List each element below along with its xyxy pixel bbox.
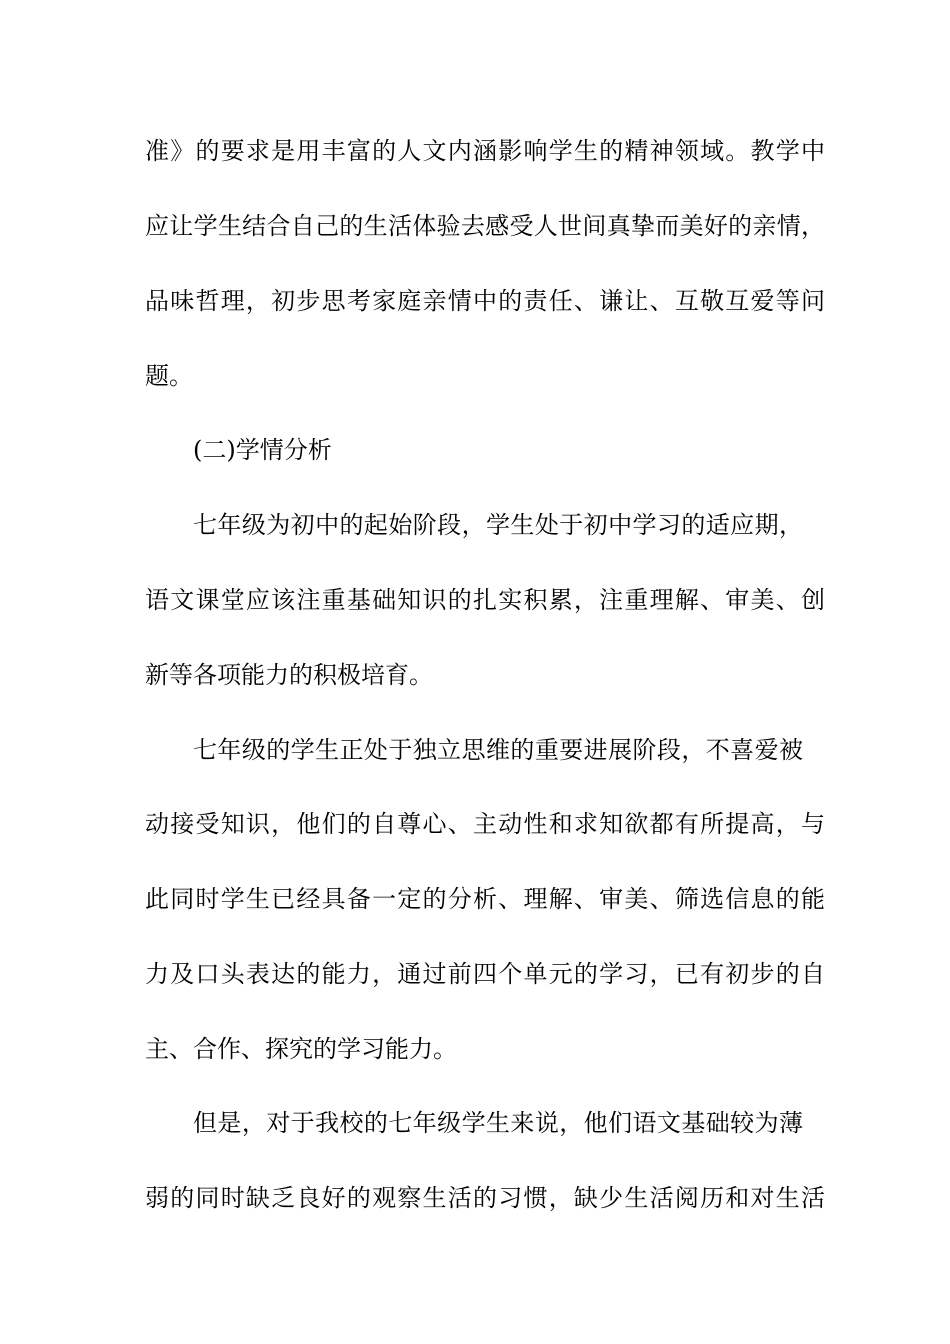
text-line: 弱的同时缺乏良好的观察生活的习惯，缺少生活阅历和对生活 xyxy=(145,1184,825,1212)
text-line: 新等各项能力的积极培育。 xyxy=(145,661,433,689)
text-line: 动接受知识，他们的自尊心、主动性和求知欲都有所提高，与 xyxy=(145,810,825,838)
text-line: 品味哲理，初步思考家庭亲情中的责任、谦让、互敬互爱等问 xyxy=(145,287,825,315)
text-line: 力及口头表达的能力，通过前四个单元的学习，已有初步的自 xyxy=(145,960,825,988)
text-line: 但是，对于我校的七年级学生来说，他们语文基础较为薄 xyxy=(193,1109,803,1137)
text-line: 准》的要求是用丰富的人文内涵影响学生的精神领域。教学中 xyxy=(145,137,825,165)
text-line: 七年级的学生正处于独立思维的重要进展阶段，不喜爱被 xyxy=(193,736,803,764)
text-line: 题。 xyxy=(145,362,193,390)
text-line: 应让学生结合自己的生活体验去感受人世间真挚而美好的亲情， xyxy=(145,212,825,240)
text-line: 主、合作、探究的学习能力。 xyxy=(145,1035,457,1063)
text-line: 七年级为初中的起始阶段，学生处于初中学习的适应期， xyxy=(193,511,803,539)
text-line: 语文课堂应该注重基础知识的扎实积累，注重理解、审美、创 xyxy=(145,586,825,614)
section-heading: (二)学情分析 xyxy=(193,436,332,464)
text-line: 此同时学生已经具备一定的分析、理解、审美、筛选信息的能 xyxy=(145,885,825,913)
